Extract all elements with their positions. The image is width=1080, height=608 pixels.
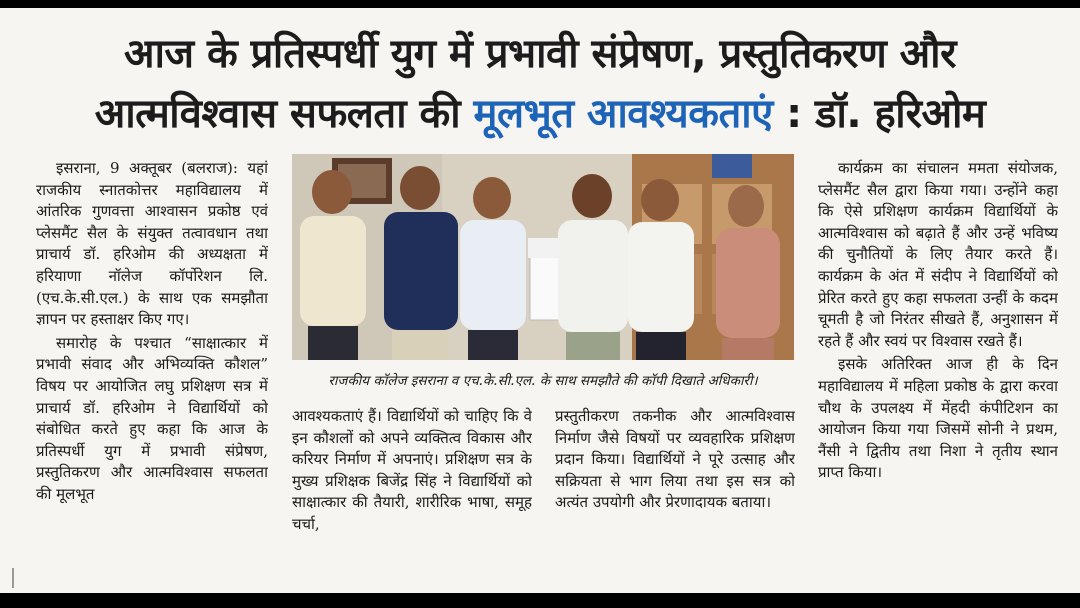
headline-line-1: आज के प्रतिस्पर्धी युग में प्रभावी संप्रेषण, प्रस्तुतिकरण और — [124, 31, 956, 77]
column-2-text: आवश्यकताएं हैं। विद्यार्थियों को चाहिए कि वे इन कौशलों को अपने व्यक्तित्व विकास और करियर निर्माण में अपनाएं। प्रशिक्षण सत्र के मुख्य प्रशिक्षक बिजेंद्र सिंह ने विद्यार्थियों को साक्षात्कार की तैयारी, शारीरिक भाषा, समूह चर्चा, — [292, 407, 532, 533]
news-photo — [292, 154, 794, 360]
headline-line-2-start: आत्मविश्वास सफलता की — [94, 91, 474, 137]
column-1-paragraph-1: इसराना, 9 अक्तूबर (बलराज): यहां राजकीय स्नातकोत्तर महाविद्यालय में आंतरिक गुणवत्ता आश्वासन प्रकोष्ठ एवं प्लेसमैंट सैल के संयुक्त तत्वावधान तथा प्राचार्य डॉ. हरिओम की अध्यक्षता में हरियाणा नॉलेज कॉर्पोरेशन लि. (एच.के.सी.एल.) के साथ एक समझौता ज्ञापन पर हस्ताक्षर किए गए। — [36, 159, 268, 329]
newspaper-clipping — [0, 8, 1080, 593]
photo-caption: राजकीय कॉलेज इसराना व एच.के.सी.एल. के साथ समझौते की कॉपी दिखाते अधिकारी। — [328, 373, 758, 389]
headline-highlight: मूलभूत आवश्यकताएं — [473, 91, 773, 137]
article-column-1 — [36, 158, 268, 593]
column-3-text: प्रस्तुतीकरण तकनीक और आत्मविश्वास निर्माण जैसे विषयों पर व्यवहारिक प्रशिक्षण प्रदान किया। विद्यार्थियों ने पूरे उत्साह और सक्रियता से भाग लिया तथा इस सत्र को अत्यंत उपयोगी और प्रेरणादायक बताया। — [555, 407, 795, 512]
column-4-paragraph-1: कार्यक्रम का संचालन ममता संयोजक, प्लेसमैंट सैल द्वारा किया गया। उन्होंने कहा कि ऐसे प्रशिक्षण कार्यक्रम विद्यार्थियों के आत्मविश्वास को बढ़ाते हैं और उन्हें भविष्य की चुनौतियों के लिए तैयार करते हैं। कार्यक्रम के अंत में संदीप ने विद्यार्थियों को प्रेरित करते हुए कहा सफलता उन्हीं के कदम चूमती है जो निरंतर सीखते हैं, अनुशासन में रहते हैं और स्वयं पर विश्वास रखते हैं। — [818, 159, 1058, 350]
headline-line-2 — [0, 90, 1080, 138]
article-column-3 — [555, 406, 795, 588]
column-1-paragraph-2: समारोह के पश्चात “साक्षात्कार में प्रभावी संवाद और अभिव्यक्ति कौशल” विषय पर आयोजित लघु प्रशिक्षण सत्र में प्राचार्य डॉ. हरिओम ने विद्यार्थियों को संबोधित करते हुए कहा कि आज के प्रतिस्पर्धी युग में प्रभावी संप्रेषण, प्रस्तुतिकरण और आत्मविश्वास सफलता की मूलभूत — [36, 333, 268, 503]
officials-photo-illustration — [292, 154, 794, 360]
article-column-4 — [818, 158, 1058, 588]
column-4-paragraph-2: इसके अतिरिक्त आज ही के दिन महाविद्यालय में महिला प्रकोष्ठ के द्वारा करवा चौथ के उपलक्ष्य में मेंहदी कंपीटिशन का आयोजन किया गया जिसमें सोनी ने प्रथम, नैंसी ने द्वितीय तथा निशा ने तृतीय स्थान प्राप्त किया। — [818, 355, 1058, 482]
page-edge-mark — [12, 568, 14, 588]
headline-author: : डॉ. हरिओम — [772, 91, 986, 137]
article-column-2 — [292, 406, 532, 588]
